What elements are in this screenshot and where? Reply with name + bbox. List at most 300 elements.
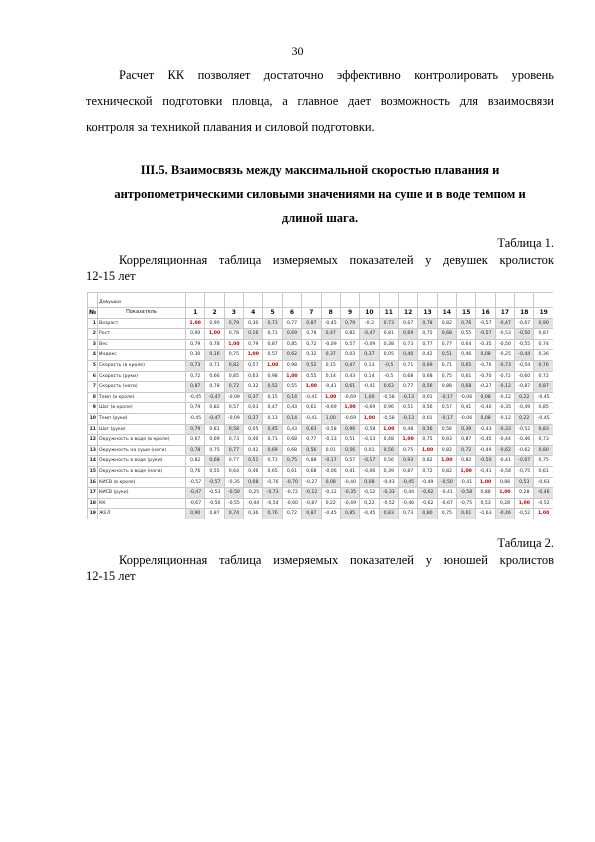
table-cell: -0,40 [340,477,359,488]
table-cell: 0,73 [379,318,398,329]
table-cell: 0,55 [282,382,301,393]
row-label: Рост [98,329,186,340]
table-cell: 0,75 [437,509,456,519]
row-label: Вес [98,339,186,350]
table-cell: 0,40 [244,435,263,446]
table-cell: -0,58 [379,413,398,424]
table-cell [302,293,321,308]
row-number: 7 [88,382,98,393]
table-cell: 0,56 [379,445,398,456]
row-label: КК [98,498,186,509]
table-cell: 0,08 [321,477,340,488]
table-cell [244,293,263,308]
table-cell: -0,45 [476,435,495,446]
table-cell: 1,00 [495,488,514,499]
table-cell [476,293,495,308]
table-cell: -0,13 [398,413,417,424]
table-cell: 0,30 [244,318,263,329]
table-cell: -0,57 [476,318,495,329]
table-cell: 0,69 [418,360,437,371]
table-cell: 0,41 [340,466,359,477]
table-row [88,403,554,414]
table-cell: 0,57 [263,350,282,361]
table-cell: 0,03 [244,403,263,414]
table-cell: -0,67 [515,318,534,329]
row-label: Скорость (в кроле) [98,360,186,371]
table-cell: 0,46 [457,350,476,361]
table-cell [418,293,437,308]
table-cell: 0,22 [321,498,340,509]
table-cell: -0,57 [205,477,224,488]
table-cell: 1,00 [418,445,437,456]
table-cell: -0,62 [515,445,534,456]
table-cell: 0,74 [534,339,553,350]
row-number: 3 [88,339,98,350]
table-cell: -0,12 [360,488,379,499]
table-cell: 0,77 [282,318,301,329]
table-cell: -0,06 [360,466,379,477]
table-cell: 0,56 [340,445,359,456]
table-cell: 0,78 [186,445,205,456]
table-cell: -0,5 [379,371,398,382]
table-cell: 0,52 [302,360,321,371]
table-cell: 0,88 [495,477,514,488]
column-header: 17 [495,308,514,319]
table-cell: 0,83 [534,424,553,435]
table-cell: 0,72 [282,509,301,519]
table-cell: 0,16 [244,329,263,340]
table-cell: 0,88 [302,456,321,467]
table-cell: 0,67 [186,435,205,446]
table-cell: -0,33 [495,424,514,435]
table-cell: -0,76 [263,477,282,488]
table-cell: -0,58 [495,466,514,477]
table-cell: -0,09 [224,392,243,403]
table-cell: 1,00 [457,466,476,477]
table-cell: 0,82 [186,456,205,467]
table-cell: 0,76 [457,318,476,329]
table-cell: 0,75 [398,445,417,456]
row-label: Шаг (в кроле) [98,403,186,414]
table-cell: -0,72 [495,371,514,382]
table-cell: 0,22 [515,413,534,424]
table-cell: 0,56 [418,403,437,414]
table-cell: 0,82 [437,466,456,477]
table-cell: 0,79 [340,318,359,329]
table-cell: -0,12 [495,413,514,424]
table-cell: 0,75 [418,435,437,446]
correlation-table [87,292,553,519]
table-cell: -0,46 [515,435,534,446]
table-cell: 1,00 [321,413,340,424]
table-cell: 0,51 [437,350,456,361]
column-header: 8 [321,308,340,319]
table-cell: -0,41 [457,477,476,488]
intro-paragraph [86,62,554,140]
table-cell: -0,58 [360,424,379,435]
table-cell: 0,75 [205,445,224,456]
row-label: Шаг (руки) [98,424,186,435]
table-cell: -0,44 [398,488,417,499]
table-cell: -0,87 [515,382,534,393]
table-cell: 0,32 [244,382,263,393]
table-row [88,435,554,446]
table-row [88,329,554,340]
table-cell: -0,41 [360,382,379,393]
row-label: Окружность в воде (ноги) [98,466,186,477]
section-heading-line: длиной шага. [281,211,359,225]
table-cell: 0,68 [282,435,301,446]
table-cell: -0,67 [515,456,534,467]
table-cell: -0,47 [205,413,224,424]
table-cell: 1,00 [515,498,534,509]
row-label: Темп (в кроле) [98,392,186,403]
table-cell: -0,87 [302,498,321,509]
table-cell: -0,5 [379,360,398,371]
row-number: 12 [88,435,98,446]
table-cell: 0,72 [534,371,553,382]
table-cell [495,293,514,308]
table-cell: 0,05 [379,350,398,361]
table-cell: 0,72 [457,445,476,456]
table-cell: -0,57 [186,477,205,488]
row-label: ЖЕЛ [98,509,186,519]
table-cell: 0,69 [282,329,301,340]
table-cell: 0,22 [360,498,379,509]
table-cell [457,293,476,308]
table-cell: 0,56 [437,424,456,435]
table-cell: 0,63 [302,424,321,435]
column-header: 14 [437,308,456,319]
table-cell [437,293,456,308]
table-cell: 1,00 [244,350,263,361]
table-cell: 0,87 [534,382,553,393]
column-header: 18 [515,308,534,319]
table-cell: -0,35 [476,339,495,350]
table-cell: -0,45 [321,318,340,329]
table-cell: 0,77 [398,382,417,393]
table-cell: 0,87 [263,339,282,350]
table-cell: 0,96 [379,403,398,414]
row-label: КИСВ (руки) [98,488,186,499]
table-cell: -0,50 [437,477,456,488]
table-cell: 0,72 [224,382,243,393]
table-cell: 0,13 [360,360,379,371]
table-cell: 0,61 [302,403,321,414]
row-number: 2 [88,329,98,340]
table-cell: 0,53 [515,477,534,488]
table-cell: 0,01 [418,413,437,424]
table-cell: 0,22 [515,392,534,403]
table-cell: -0,46 [398,498,417,509]
table-cell: -0,49 [515,403,534,414]
table-cell: -0,45 [186,413,205,424]
table-cell: 1,00 [360,392,379,403]
table-cell: -0,57 [476,329,495,340]
table-cell: 1,00 [302,382,321,393]
table-cell: 0,75 [437,371,456,382]
table-cell: 0,73 [398,339,417,350]
table-cell: -0,52 [515,424,534,435]
table-cell: 0,61 [340,382,359,393]
table-cell: 0,68 [205,456,224,467]
table-cell: 0,64 [224,466,243,477]
row-label: Скорость (руки) [98,371,186,382]
table-cell: 1,00 [224,339,243,350]
table-cell: -0,50 [495,339,514,350]
table-cell: 0,75 [534,456,553,467]
row-number: 5 [88,360,98,371]
table-cell: 0,75 [224,350,243,361]
table-cell: 0,79 [224,318,243,329]
table-cell [379,293,398,308]
table-cell: -0,58 [321,424,340,435]
table-cell: 0,45 [263,424,282,435]
table-cell: 0,51 [244,456,263,467]
table-cell: -0,73 [263,488,282,499]
table-cell: 0,61 [534,466,553,477]
table-cell: -0,46 [534,488,553,499]
table-cell: 0,72 [186,371,205,382]
table-cell: 0,77 [418,339,437,350]
intro-line: Расчет КК позволяет достаточно эффективно контролировать уровень [119,68,554,82]
table-cell: 0,80 [418,509,437,519]
column-header: 3 [224,308,243,319]
table-cell: 0,78 [302,329,321,340]
table-cell: -0,13 [398,392,417,403]
table-cell: -0,60 [282,498,301,509]
table-cell: 0,39 [457,424,476,435]
row-number: 8 [88,392,98,403]
table-cell: 0,61 [457,371,476,382]
table-cell: -0,50 [224,488,243,499]
table-row [88,382,554,393]
table-cell: 0,78 [205,382,224,393]
table-cell: 0,46 [244,466,263,477]
table-row [88,498,554,509]
table-cell: 0,57 [224,403,243,414]
table-cell: -0,58 [379,392,398,403]
table-cell: 0,47 [263,403,282,414]
table-cell: 0,39 [379,466,398,477]
table-cell: -0,45 [398,477,417,488]
table-cell: 0,71 [398,360,417,371]
table-cell: 0,14 [282,392,301,403]
table-cell: -0,13 [360,435,379,446]
table-cell: 0,47 [321,329,340,340]
table-cell: 0,87 [302,318,321,329]
table-cell: 0,73 [224,435,243,446]
table-cell: 0,77 [224,445,243,456]
table-cell: -0,13 [321,435,340,446]
table-cell: 0,47 [340,360,359,371]
table-cell: 0,36 [244,509,263,519]
table-cell: -0,50 [476,456,495,467]
table-cell: -0,70 [476,371,495,382]
table-cell: 1,00 [437,456,456,467]
table-cell: -0,41 [302,413,321,424]
table-cell [224,293,243,308]
table-cell: 0,55 [457,329,476,340]
table-cell: 0,51 [398,403,417,414]
table-cell: 0,08 [244,477,263,488]
table-cell: 0,85 [534,403,553,414]
table-cell: -0,67 [186,498,205,509]
table-cell: 0,55 [205,466,224,477]
table-cell: 0,79 [186,339,205,350]
table-cell: 0,85 [340,509,359,519]
table-cell: 0,73 [534,435,553,446]
table-cell: 0,77 [224,456,243,467]
table-cell: 0,96 [340,424,359,435]
table-cell [340,293,359,308]
table-cell: 0,76 [186,466,205,477]
table-row [88,466,554,477]
column-header: 16 [476,308,495,319]
table-cell: -0,25 [495,350,514,361]
row-label: Индекс [98,350,186,361]
table-cell: 1,00 [186,318,205,329]
table-cell: 1,00 [340,403,359,414]
row-number: 9 [88,403,98,414]
table-cell: -0,47 [495,318,514,329]
table-cell: 0,66 [205,371,224,382]
table-cell: 0,56 [418,382,437,393]
table-cell: 0,08 [476,413,495,424]
table-cell: 0,75 [418,329,437,340]
table-cell: 0,14 [360,371,379,382]
row-number: 17 [88,488,98,499]
table-cell: 0,01 [418,392,437,403]
table-cell: 0,75 [282,456,301,467]
column-header: 13 [418,308,437,319]
table-cell: -0,62 [495,445,514,456]
row-label: КИСВ (в кроле) [98,477,186,488]
table-cell: -0,17 [360,456,379,467]
table-cell: 0,72 [302,339,321,350]
table2-caption-line: Корреляционная таблица измеряемых показателей у юношей кролистов [119,553,554,567]
row-label: Окружность в воде (руки) [98,456,186,467]
table-cell: -0,72 [282,488,301,499]
table-cell: 0,69 [263,445,282,456]
table-cell: 0,68 [437,329,456,340]
table-cell: -0,55 [515,339,534,350]
table-cell: 0,57 [437,403,456,414]
table-row [88,392,554,403]
table-cell: -0,12 [495,392,514,403]
table-cell: 1,00 [379,424,398,435]
table-cell: 0,88 [437,382,456,393]
table-cell: -0,17 [321,456,340,467]
table-cell: -0,43 [476,424,495,435]
table-cell: -0,63 [534,477,553,488]
table-cell: -0,06 [457,392,476,403]
table-cell: -0,69 [360,403,379,414]
table-cell: 0,40 [398,350,417,361]
table-cell: -0,27 [302,477,321,488]
table-cell: -0,43 [379,477,398,488]
table-cell: 0,68 [282,445,301,456]
table-cell: 0,01 [360,445,379,456]
table-cell [321,293,340,308]
row-number: 19 [88,509,98,519]
table-cell: -0,35 [340,488,359,499]
header-number: № [88,308,98,319]
table-cell: 1,00 [321,392,340,403]
table-cell: 0,14 [282,413,301,424]
table-cell: -0,75 [515,466,534,477]
table-cell: 0,79 [244,339,263,350]
table1-caption-line: 12-15 лет [86,269,136,283]
table-cell: -0,25 [244,488,263,499]
table-cell: 1,00 [263,360,282,371]
table-cell: 0,82 [437,445,456,456]
column-header: 15 [457,308,476,319]
table-cell: -0,75 [457,498,476,509]
table-cell: 0,79 [186,424,205,435]
table-cell: -0,46 [495,509,514,519]
table-cell: -0,45 [534,392,553,403]
table-cell: 0,01 [321,445,340,456]
table-cell: -0,58 [457,488,476,499]
table-cell: 0,81 [379,329,398,340]
page-number: 30 [291,44,304,58]
table-group-title: Девушки [98,293,186,308]
intro-line: контроля за техникой плавания и силовой подготовки. [86,120,375,134]
table-cell: -0,44 [244,498,263,509]
row-label: Окружность в воде (в кроле) [98,435,186,446]
row-number: 14 [88,456,98,467]
table-cell: -0,62 [418,498,437,509]
table-row [88,424,554,435]
table-cell: 0,82 [205,403,224,414]
section-heading-line: III.5. Взаимосвязь между максимальной скоростью плавания и [140,163,500,177]
table-cell: 0,76 [534,360,553,371]
table-cell: 0,65 [263,466,282,477]
table-cell: -0,45 [186,392,205,403]
row-number: 4 [88,350,98,361]
table-row [88,488,554,499]
table-cell: 0,56 [302,445,321,456]
column-header: 10 [360,308,379,319]
table-cell: -0,45 [534,413,553,424]
table-cell: 0,13 [263,413,282,424]
table-cell: 0,68 [398,371,417,382]
table-cell: 0,87 [534,329,553,340]
table-cell: -0,40 [476,403,495,414]
table-cell: 0,63 [244,371,263,382]
table-cell: -0,52 [534,498,553,509]
table-cell: -0,35 [495,403,514,414]
table-cell: 0,90 [186,329,205,340]
table-cell: 1,00 [282,371,301,382]
table-cell: -0,17 [437,413,456,424]
table-cell: -0,49 [418,477,437,488]
table-cell: -0,45 [360,509,379,519]
table-cell: 0,76 [263,509,282,519]
table-cell: -0,09 [360,339,379,350]
table-cell: -0,63 [476,509,495,519]
table-cell: -0,60 [515,371,534,382]
table-cell: 0,48 [398,424,417,435]
table1-caption [86,252,554,284]
table-cell: -0,45 [321,509,340,519]
table-cell: 0,90 [205,318,224,329]
table-cell: 0,88 [476,488,495,499]
row-number: 10 [88,413,98,424]
table-cell: -0,41 [476,466,495,477]
table-cell: -0,33 [379,488,398,499]
